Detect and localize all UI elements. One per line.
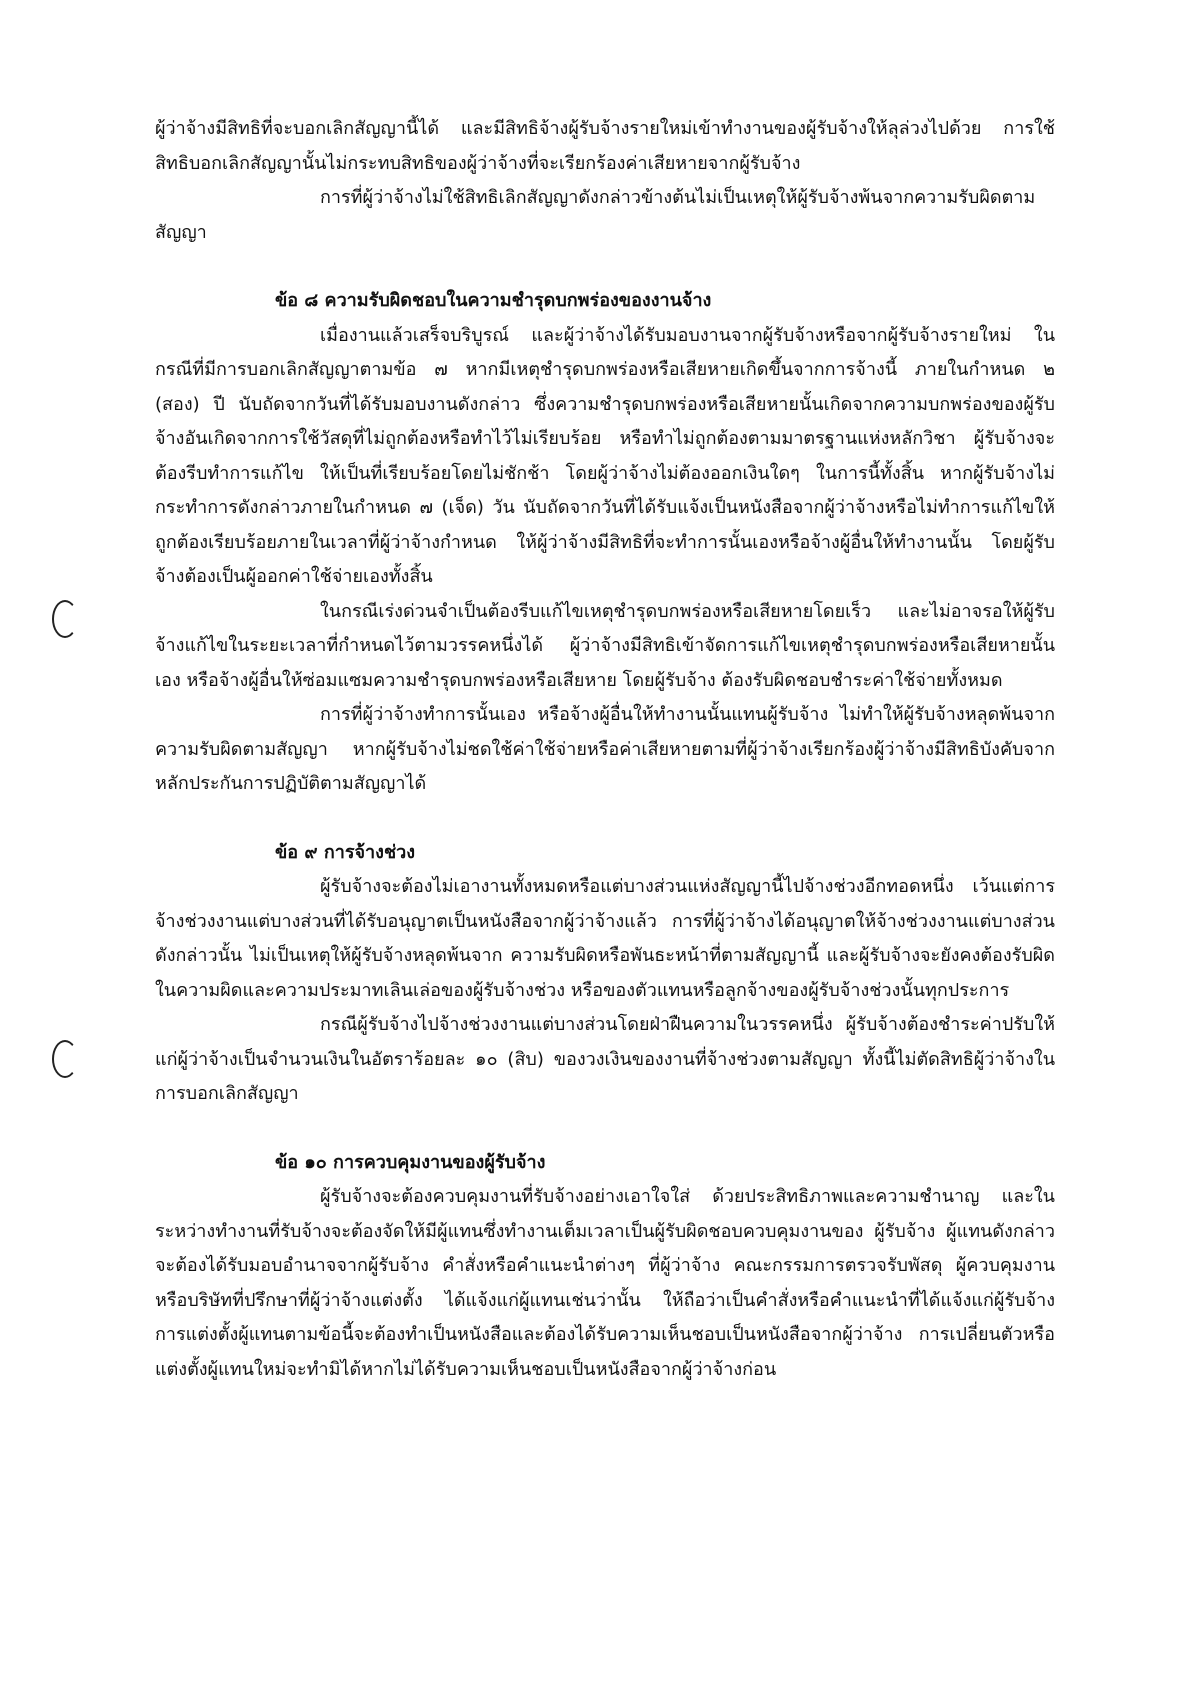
section-heading-9: ข้อ ๙ การจ้างช่วง	[275, 841, 416, 863]
section-heading-8: ข้อ ๘ ความรับผิดชอบในความชำรุดบกพร่องของงานจ้าง	[275, 290, 712, 311]
paragraph-8-1: เมื่องานแล้วเสร็จบริบูรณ์ และผู้ว่าจ้างได้รับมอบงานจากผู้รับจ้างหรือจากผู้รับจ้างรายใหม่ ในกรณีที่มีการบอกเลิกสัญญาตามข้อ ๗ หากมีเหตุชำรุดบกพร่องหรือเสียหายเกิดขึ้นจากการจ้างนี้ ภายในกำหนด ๒ (สอง) ปี นับถัดจากวันที่ได้รับมอบงานดังกล่าว ซึ่งความชำรุดบกพร่องหรือเสียหายนั้นเกิดจากความบกพร่องของผู้รับจ้างอันเกิดจากการใช้วัสดุที่ไม่ถูกต้องหรือทำไว้ไม่เรียบร้อย หรือทำไม่ถูกต้องตามมาตรฐานแห่งหลักวิชา ผู้รับจ้างจะต้องรีบทำการแก้ไข ให้เป็นที่เรียบร้อยโดยไม่ชักช้า โดยผู้ว่าจ้างไม่ต้องออกเงินใดๆ ในการนี้ทั้งสิ้น หากผู้รับจ้างไม่กระทำการดังกล่าวภายในกำหนด ๗ (เจ็ด) วัน นับถัดจากวันที่ได้รับแจ้งเป็นหนังสือจากผู้ว่าจ้างหรือไม่ทำการแก้ไขให้ถูกต้องเรียบร้อยภายในเวลาที่ผู้ว่าจ้างกำหนด ให้ผู้ว่าจ้างมีสิทธิที่จะทำการนั้นเองหรือจ้างผู้อื่นให้ทำงานนั้น โดยผู้รับจ้างต้องเป็นผู้ออกค่าใช้จ่ายเองทั้งสิ้น	[155, 324, 1055, 587]
document-body	[155, 112, 1055, 1387]
paragraph-9-1: ผู้รับจ้างจะต้องไม่เอางานทั้งหมดหรือแต่บางส่วนแห่งสัญญานี้ไปจ้างช่วงอีกทอดหนึ่ง เว้นแต่การจ้างช่วงงานแต่บางส่วนที่ได้รับอนุญาตเป็นหนังสือจากผู้ว่าจ้างแล้ว การที่ผู้ว่าจ้างได้อนุญาตให้จ้างช่วงงานแต่บางส่วนดังกล่าวนั้น ไม่เป็นเหตุให้ผู้รับจ้างหลุดพ้นจาก ความรับผิดหรือพันธะหน้าที่ตามสัญญานี้ และผู้รับจ้างจะยังคงต้องรับผิดในความผิดและความประมาทเลินเล่อของผู้รับจ้างช่วง หรือของตัวแทนหรือลูกจ้างของผู้รับจ้างช่วงนั้นทุกประการ	[155, 876, 1055, 1001]
paragraph-2: การที่ผู้ว่าจ้างไม่ใช้สิทธิเลิกสัญญาดังกล่าวข้างต้นไม่เป็นเหตุให้ผู้รับจ้างพ้นจากความรับผิดตามสัญญา	[155, 187, 1036, 243]
paragraph-8-3: การที่ผู้ว่าจ้างทำการนั้นเอง หรือจ้างผู้อื่นให้ทำงานนั้นแทนผู้รับจ้าง ไม่ทำให้ผู้รับจ้างหลุดพ้นจากความรับผิดตามสัญญา หากผู้รับจ้างไม่ชดใช้ค่าใช้จ่ายหรือค่าเสียหายตามที่ผู้ว่าจ้างเรียกร้องผู้ว่าจ้างมีสิทธิบังคับจากหลักประกันการปฏิบัติตามสัญญาได้	[155, 704, 1055, 794]
paragraph-10-1: ผู้รับจ้างจะต้องควบคุมงานที่รับจ้างอย่างเอาใจใส่ ด้วยประสิทธิภาพและความชำนาญ และในระหว่างทำงานที่รับจ้างจะต้องจัดให้มีผู้แทนซึ่งทำงานเต็มเวลาเป็นผู้รับผิดชอบควบคุมงานของ ผู้รับจ้าง ผู้แทนดังกล่าวจะต้องได้รับมอบอำนาจจากผู้รับจ้าง คำสั่งหรือคำแนะนำต่างๆ ที่ผู้ว่าจ้าง คณะกรรมการตรวจรับพัสดุ ผู้ควบคุมงาน หรือบริษัทที่ปรึกษาที่ผู้ว่าจ้างแต่งตั้ง ได้แจ้งแก่ผู้แทนเช่นว่านั้น ให้ถือว่าเป็นคำสั่งหรือคำแนะนำที่ได้แจ้งแก่ผู้รับจ้าง การแต่งตั้งผู้แทนตามข้อนี้จะต้องทำเป็นหนังสือและต้องได้รับความเห็นชอบเป็นหนังสือจากผู้ว่าจ้าง การเปลี่ยนตัวหรือแต่งตั้งผู้แทนใหม่จะทำมิได้หากไม่ได้รับความเห็นชอบเป็นหนังสือจากผู้ว่าจ้างก่อน	[155, 1186, 1055, 1380]
binder-hole-top	[52, 600, 78, 638]
binder-hole-bottom	[52, 1040, 78, 1078]
paragraph-1: ผู้ว่าจ้างมีสิทธิที่จะบอกเลิกสัญญานี้ได้ และมีสิทธิจ้างผู้รับจ้างรายใหม่เข้าทำงานของผู้รับจ้างให้ลุล่วงไปด้วย การใช้สิทธิบอกเลิกสัญญานั้นไม่กระทบสิทธิของผู้ว่าจ้างที่จะเรียกร้องค่าเสียหายจากผู้รับจ้าง	[155, 118, 1055, 174]
paragraph-8-2: ในกรณีเร่งด่วนจำเป็นต้องรีบแก้ไขเหตุชำรุดบกพร่องหรือเสียหายโดยเร็ว และไม่อาจรอให้ผู้รับจ้างแก้ไขในระยะเวลาที่กำหนดไว้ตามวรรคหนึ่งได้ ผู้ว่าจ้างมีสิทธิเข้าจัดการแก้ไขเหตุชำรุดบกพร่องหรือเสียหายนั้นเอง หรือจ้างผู้อื่นให้ซ่อมแซมความชำรุดบกพร่องหรือเสียหาย โดยผู้รับจ้าง ต้องรับผิดชอบชำระค่าใช้จ่ายทั้งหมด	[155, 600, 1055, 691]
paragraph-9-2: กรณีผู้รับจ้างไปจ้างช่วงงานแต่บางส่วนโดยฝ่าฝืนความในวรรคหนึ่ง ผู้รับจ้างต้องชำระค่าปรับให้แก่ผู้ว่าจ้างเป็นจำนวนเงินในอัตราร้อยละ ๑๐ (สิบ) ของวงเงินของงานที่จ้างช่วงตามสัญญา ทั้งนี้ไม่ตัดสิทธิผู้ว่าจ้างในการบอกเลิกสัญญา	[155, 1014, 1055, 1104]
section-heading-10: ข้อ ๑๐ การควบคุมงานของผู้รับจ้าง	[275, 1151, 546, 1173]
